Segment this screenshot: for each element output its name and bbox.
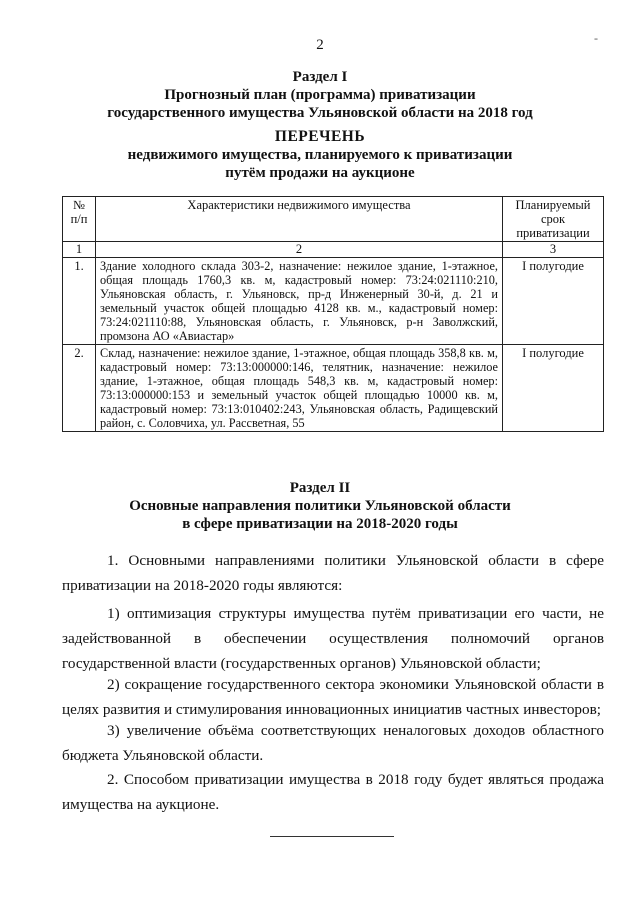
table-header-row (63, 197, 604, 242)
list-subtitle-line1: недвижимого имущества, планируемого к приватизации (127, 147, 513, 163)
paragraph: 1) оптимизация структуры имущества путём приватизации его части, не задействованной в обеспечении осуществления полномочий органов государственной власти (государственных органов) Ульяновской области; (62, 605, 604, 672)
property-table (62, 196, 604, 432)
row-num: 1. (63, 258, 96, 345)
header-term: Планируемый срок приватизации (503, 197, 604, 242)
section2-title-line1: Основные направления политики Ульяновской области (129, 498, 511, 514)
row-num: 2. (63, 345, 96, 432)
paragraph: 2. Способом приватизации имущества в 2018 году будет являться продажа имущества на аукционе. (62, 771, 604, 813)
index-cell: 1 (63, 242, 96, 258)
list-title: ПЕРЕЧЕНЬ (274, 128, 366, 145)
index-cell: 2 (96, 242, 503, 258)
header-desc: Характеристики недвижимого имущества (96, 197, 503, 242)
table-row (63, 258, 604, 345)
end-divider (270, 836, 394, 837)
row-desc: Здание холодного склада 303-2, назначение: нежилое здание, 1-этажное, общая площадь 1760,3 кв. м, кадастровый номер: 73:24:021110:210, Ульяновская область, г. Ульяновск, пр-д Инженерный 30-й, д. 21 и земельный участок общей площадью 4128 кв. м., кадастровый номер: 73:24:021110:88, Ульяновская область, г. Ульяновск, р-н Заволжский, промзона АО «Авиастар» (96, 258, 503, 345)
row-term: I полугодие (503, 345, 604, 432)
corner-mark: - (594, 31, 598, 45)
header-num: № п/п (63, 197, 96, 242)
list-subtitle (0, 146, 640, 182)
paragraph: 2) сокращение государственного сектора экономики Ульяновской области в целях развития и стимулирования инновационных инициатив частных инвесторов; (62, 676, 604, 718)
paragraph: 3) увеличение объёма соответствующих неналоговых доходов областного бюджета Ульяновской области. (62, 722, 604, 764)
row-desc: Склад, назначение: нежилое здание, 1-этажное, общая площадь 358,8 кв. м, кадастровый номер: 73:13:000000:146, телятник, назначение: нежилое здание, 1-этажное, общая площадь 548,3 кв. м, кадастровый номер: 73:13:000000:153 и земельный участок общей площадью 10000 кв. м, кадастровый номер: 73:13:010402:243, Ульяновская область, Радищевский район, с. Соловчиха, ул. Рассветная, 55 (96, 345, 503, 432)
index-cell: 3 (503, 242, 604, 258)
section1-title-line1: Прогнозный план (программа) приватизации (164, 87, 476, 103)
section2-title-line2: в сфере приватизации на 2018-2020 годы (182, 516, 458, 532)
list-subtitle-line2: путём продажи на аукционе (225, 165, 415, 181)
section1-title-line2: государственного имущества Ульяновской области на 2018 год (107, 105, 533, 121)
section1-title (0, 86, 640, 122)
table-index-row (63, 242, 604, 258)
row-term: I полугодие (503, 258, 604, 345)
section2-label: Раздел II (289, 480, 351, 496)
section2-title (0, 497, 640, 533)
table-row (63, 345, 604, 432)
page-number: 2 (316, 37, 324, 53)
paragraph: 1. Основными направлениями политики Ульяновской области в сфере приватизации на 2018-2020 годы являются: (62, 552, 604, 594)
section1-label: Раздел I (292, 69, 348, 85)
